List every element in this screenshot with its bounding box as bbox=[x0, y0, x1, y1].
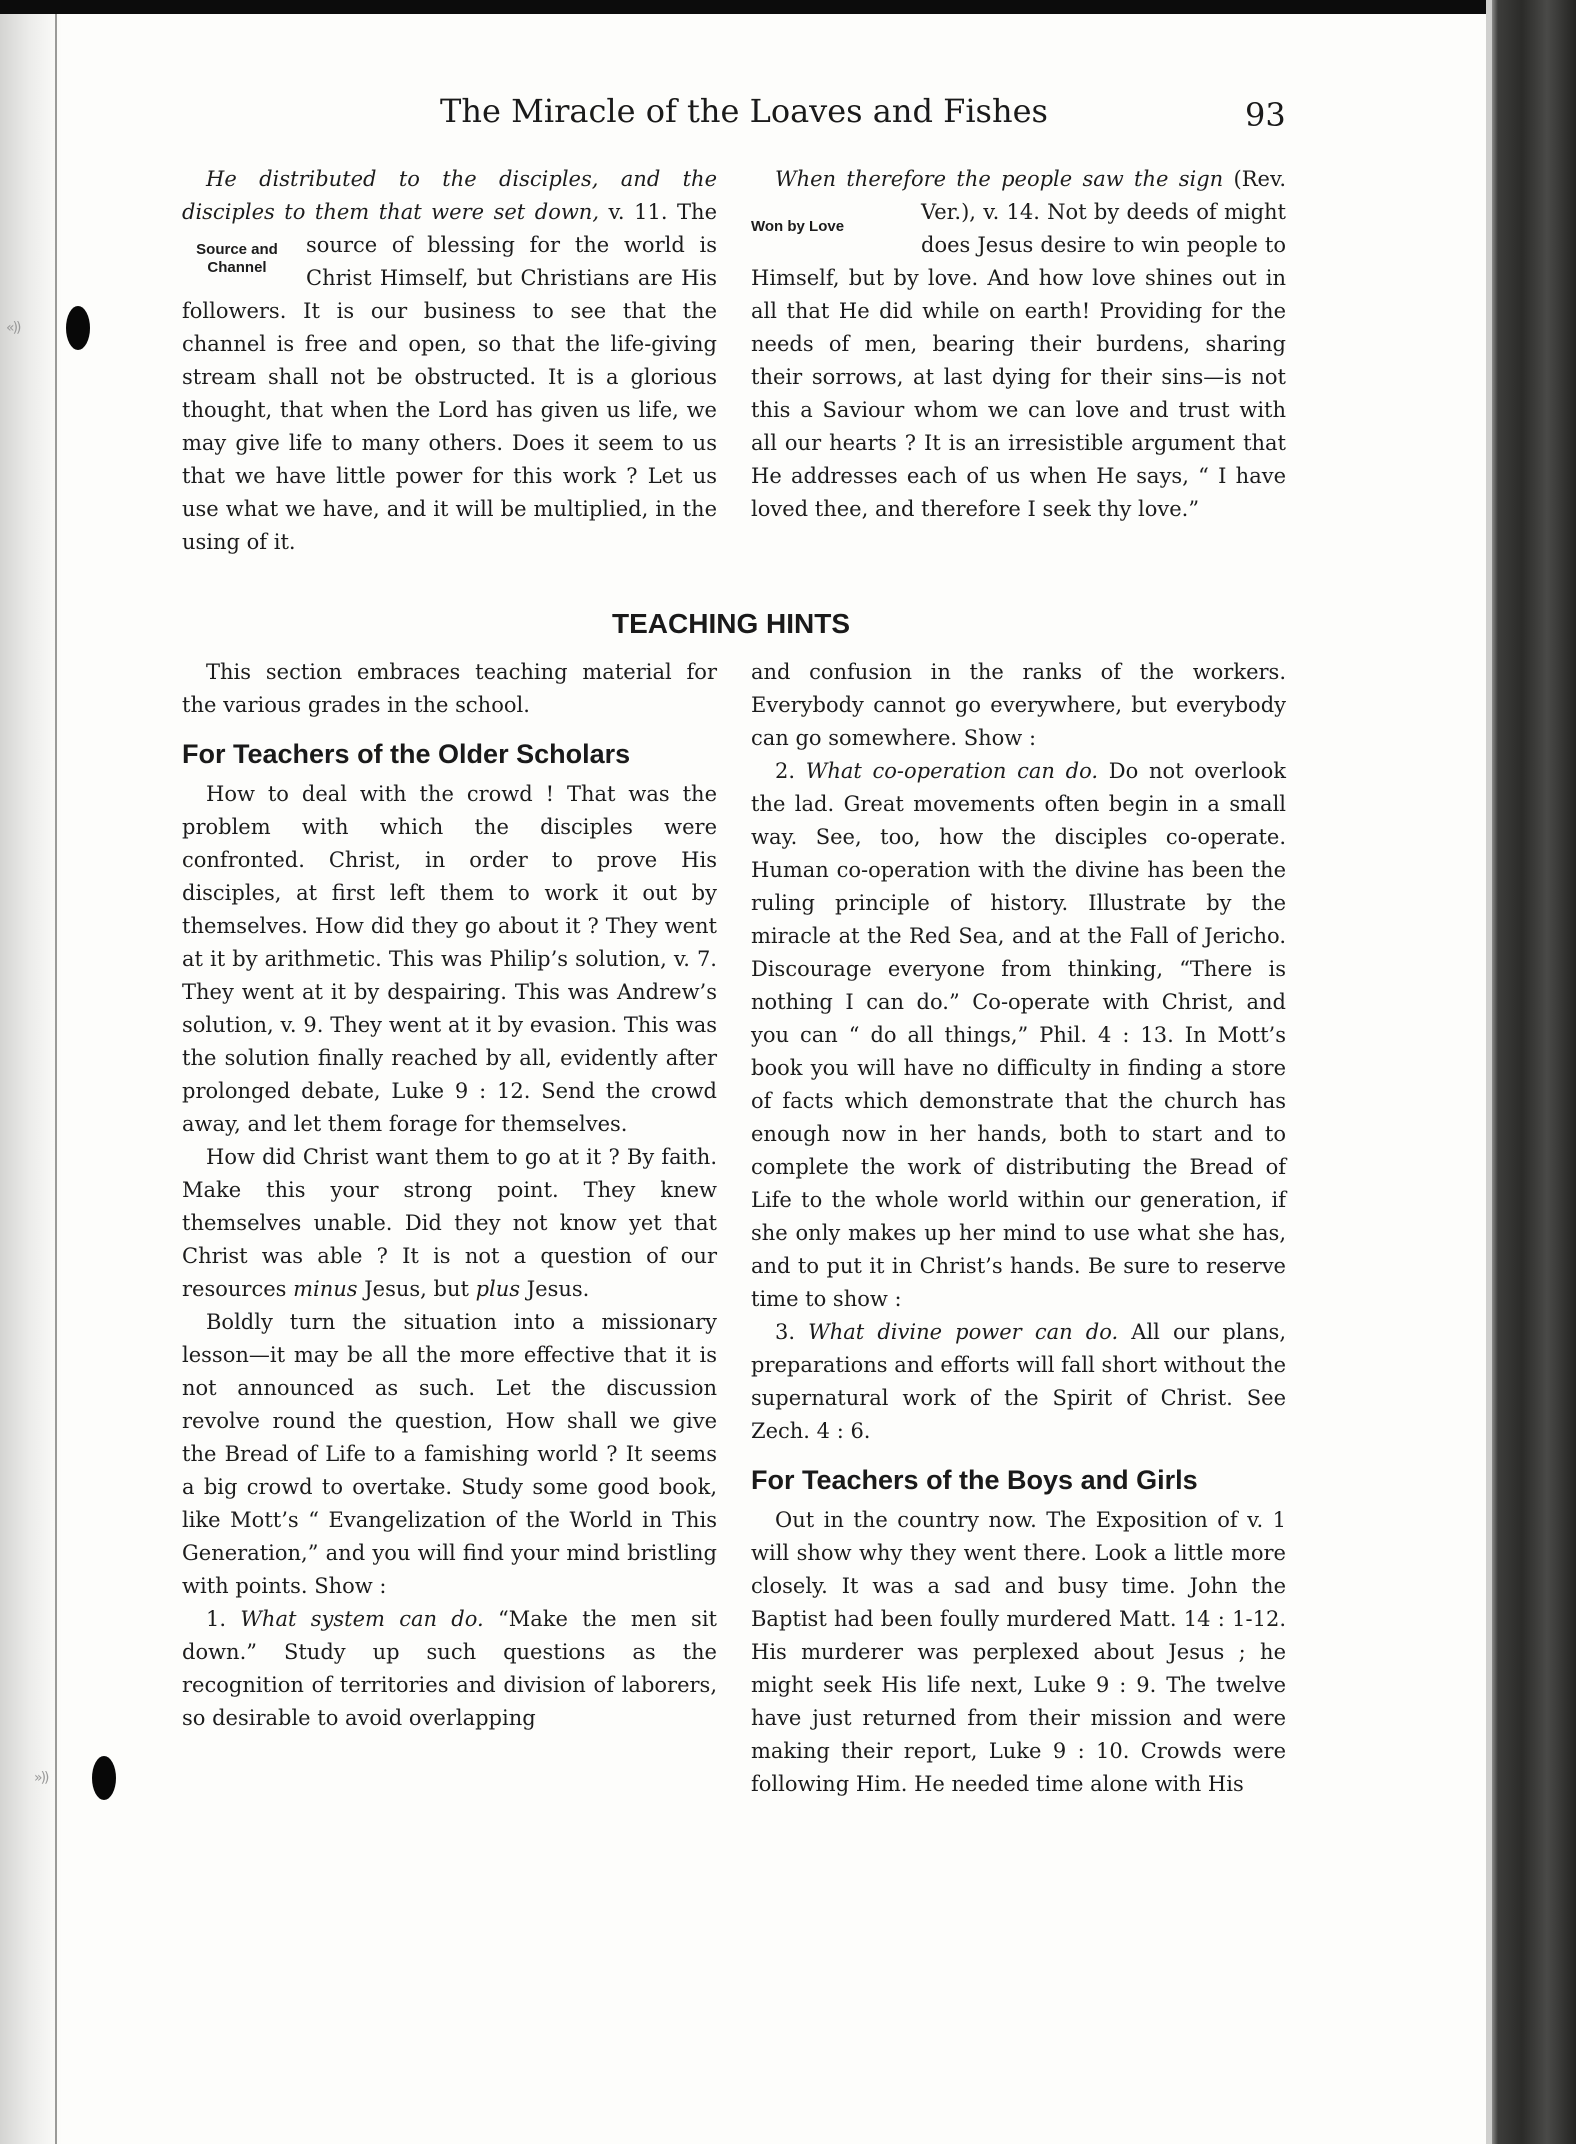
paragraph: How did Christ want them to go at it ? By faith. Make this your strong point. They knew themselves unable. Did they not know yet that Christ was able ? It is not a question of our resources minus Jesus, but plus Jesus. bbox=[182, 1145, 717, 1301]
paragraph: Boldly turn the situation into a missionary lesson—it may be all the more effective that it is not announced as such. Let the discussion revolve round the question, How shall we give the Bread of Life to a famishing world ? It seems a big crowd to overtake. Study some good book, like Mott’s “ Evangelization of the World in This Generation,” and you will find your mind bristling with points. Show : bbox=[182, 1310, 717, 1598]
paragraph: Out in the country now. The Exposition of v. 1 will show why they went there. Look a little more closely. It was a sad and busy time. John the Baptist had been foully murdered Matt. 14 : 1-12. His murderer was perplexed about Jesus ; he might seek His life next, Luke 9 : 9. The twelve have just returned from their mission and were making their report, Luke 9 : 10. Crowds were following Him. He needed time alone with His bbox=[751, 1508, 1286, 1796]
page-number: 93 bbox=[1245, 96, 1286, 134]
paragraph bbox=[182, 163, 717, 559]
paragraph: 1. What system can do. “Make the men sit down.” Study up such questions as the recognition of territories and division of laborers, so desirable to avoid overlapping bbox=[182, 1607, 717, 1730]
sidenote-won-by-love: Won by Love bbox=[751, 218, 845, 235]
sidenote-source-and-channel: Source and Channel bbox=[196, 241, 278, 276]
verse-quote: When therefore the people saw the sign bbox=[775, 167, 1224, 191]
scan-artifact-mark: «)) bbox=[6, 320, 20, 336]
scan-top-border bbox=[0, 0, 1576, 14]
exposition-right-column bbox=[751, 163, 1286, 526]
section-heading-teaching-hints: TEACHING HINTS bbox=[612, 608, 850, 639]
binding-hole-upper bbox=[66, 306, 90, 350]
verse-reference: v. 11. bbox=[599, 200, 668, 224]
teaching-hints-left-column bbox=[182, 656, 717, 1735]
paragraph bbox=[751, 163, 1286, 526]
subheading-older-scholars: For Teachers of the Older Scholars bbox=[182, 739, 631, 769]
teaching-hints-right-column bbox=[751, 656, 1286, 1801]
binding-hole-lower bbox=[92, 1756, 116, 1800]
scan-artifact-mark: »)) bbox=[34, 1770, 48, 1786]
running-title: The Miracle of the Loaves and Fishes bbox=[440, 92, 1048, 130]
paragraph: 2. What co-operation can do. Do not overlook the lad. Great movements often begin in a small way. See, too, how the disciples co-operate. Human co-operation with the divine has been the ruling principle of history. Illustrate by the miracle at the Red Sea, and at the Fall of Jericho. Discourage everyone from thinking, “There is nothing I can do.” Co-operate with Christ, and you can “ do all things,” Phil. 4 : 13. In Mott’s book you will have no difficulty in finding a store of facts which demonstrate that the church has enough now in her hands, both to start and to complete the work of distributing the Bread of Life to the whole world within our generation, if she only makes up her mind to use what she has, and to put it in Christ’s hands. Be sure to reserve time to show : bbox=[751, 759, 1286, 1311]
paragraph: 3. What divine power can do. All our plans, preparations and efforts will fall short without the supernatural work of the Spirit of Christ. See Zech. 4 : 6. bbox=[751, 1320, 1286, 1443]
paragraph-text: Not by deeds of might does Jesus desire to win people to Himself, but by love. And how love shines out in all that He did while on earth! Providing for the needs of men, bearing their burdens, sharing their sorrows, at last dying for their sins—is not this a Saviour whom we can love and trust with all our hearts ? It is an irresistible argument that He addresses each of us when He says, “ I have loved thee, and therefore I seek thy love.” bbox=[751, 200, 1286, 521]
gutter-line bbox=[55, 14, 57, 2144]
exposition-left-column bbox=[182, 163, 717, 559]
book-spine bbox=[1492, 0, 1576, 2144]
verse-quote: He distributed to the disciples, and the disciples to them that were set down, bbox=[182, 167, 717, 224]
paragraph: and confusion in the ranks of the workers. Everybody cannot go everywhere, but everybody can go somewhere. Show : bbox=[751, 660, 1286, 750]
subheading-boys-and-girls: For Teachers of the Boys and Girls bbox=[751, 1465, 1198, 1495]
intro-paragraph: This section embraces teaching material for the various grades in the school. bbox=[182, 660, 717, 717]
paragraph-text: The source of blessing for the world is Christ Himself, but Christians are His followers. It is our business to see that the channel is free and open, so that the life-giving stream shall not be obstructed. It is a glorious thought, that when the Lord has given us life, we may give life to many others. Does it seem to us that we have little power for this work ? Let us use what we have, and it will be multiplied, in the using of it. bbox=[182, 200, 717, 554]
paragraph: How to deal with the crowd ! That was the problem with which the disciples were confronted. Christ, in order to prove His disciples, at first left them to work it out by themselves. How did they go about it ? They went at it by arithmetic. This was Philip’s solution, v. 7. They went at it by despairing. This was Andrew’s solution, v. 9. They went at it by evasion. This was the solution finally reached by all, evidently after prolonged debate, Luke 9 : 12. Send the crowd away, and let them forage for themselves. bbox=[182, 782, 717, 1136]
verse-reference: (Rev. Ver.), v. 14. bbox=[921, 167, 1286, 224]
